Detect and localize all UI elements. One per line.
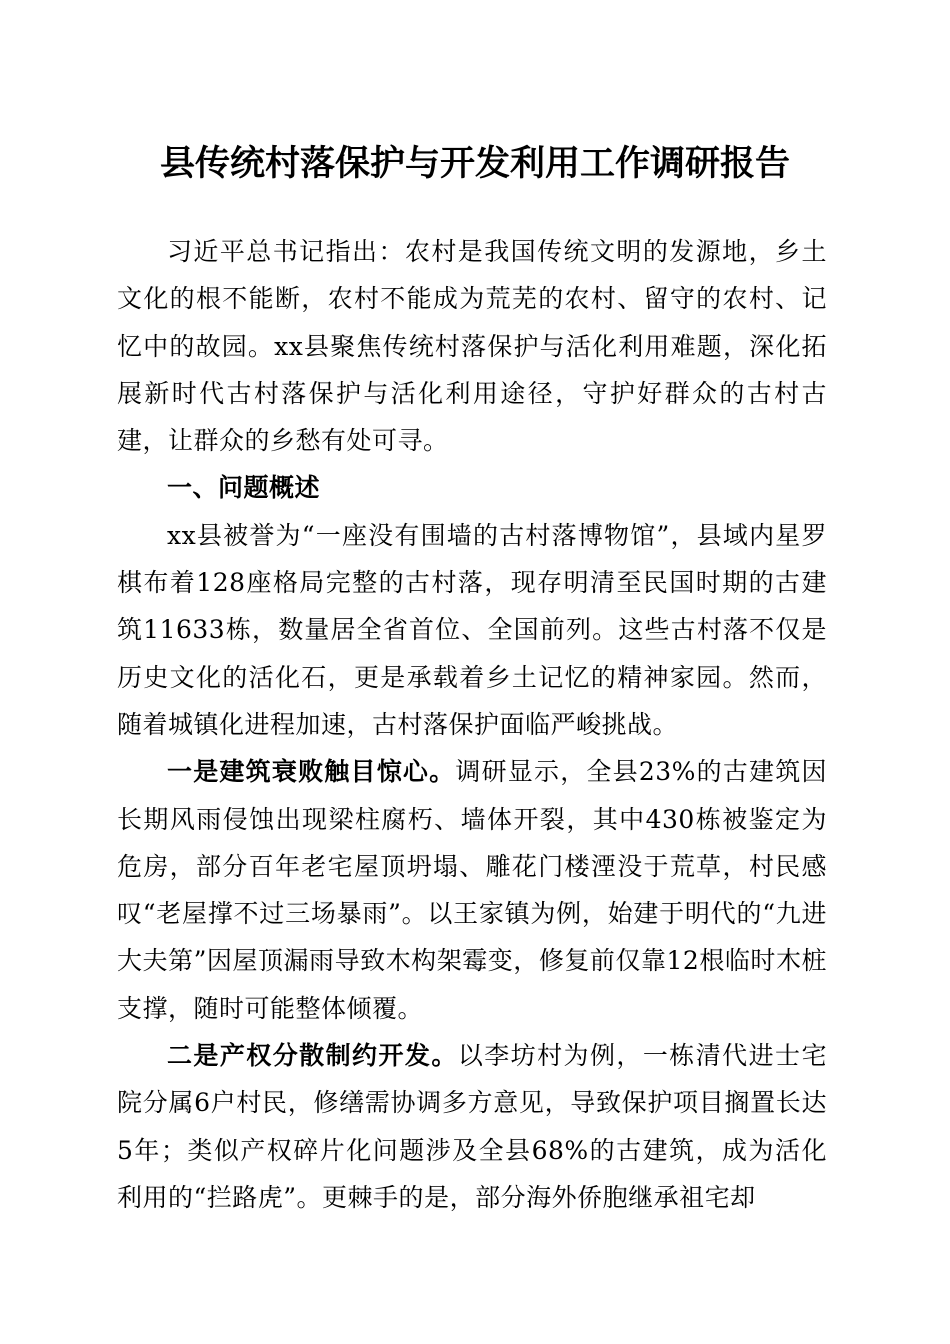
issue-text-property-rights: 以李坊村为例，一栋清代进士宅院分属6户村民，修缮需协调多方意见，导致保护项目搁置长达5年；类似产权碎片化问题涉及全县68%的古建筑，成为活化利用的“拦路虎”。更棘手的是，部分海外侨胞继承祖宅却 <box>117 1041 827 1212</box>
document-body <box>117 228 827 1221</box>
issue-lead-property-rights: 二是产权分散制约开发。 <box>167 1041 458 1071</box>
issue-paragraph-property-rights <box>117 1032 827 1221</box>
intro-paragraph: 习近平总书记指出：农村是我国传统文明的发源地，乡土文化的根不能断，农村不能成为荒芜的农村、留守的农村、记忆中的故园。xx县聚焦传统村落保护与活化利用难题，深化拓展新时代古村落保护与活化利用途径，守护好群众的古村古建，让群众的乡愁有处可寻。 <box>117 237 827 456</box>
overview-paragraph: xx县被誉为“一座没有围墙的古村落博物馆”，县域内星罗棋布着128座格局完整的古村落，现存明清至民国时期的古建筑11633栋，数量居全省首位、全国前列。这些古村落不仅是历史文化的活化石，更是承载着乡土记忆的精神家园。然而，随着城镇化进程加速，古村落保护面临严峻挑战。 <box>117 520 827 739</box>
issue-paragraph-building-decay <box>117 748 827 1032</box>
issue-lead-building-decay: 一是建筑衰败触目惊心。 <box>167 757 456 787</box>
issue-text-building-decay: 调研显示，全县23%的古建筑因长期风雨侵蚀出现梁柱腐朽、墙体开裂，其中430栋被鉴定为危房，部分百年老宅屋顶坍塌、雕花门楼湮没于荒草，村民感叹“老屋撑不过三场暴雨”。以王家镇为例，始建于明代的“九进大夫第”因屋顶漏雨导致木构架霉变，修复前仅靠12根临时木桩支撑，随时可能整体倾覆。 <box>117 757 827 1023</box>
document-title: 县传统村落保护与开发利用工作调研报告 <box>159 143 790 184</box>
section-heading-problem-overview: 一、问题概述 <box>167 473 321 503</box>
